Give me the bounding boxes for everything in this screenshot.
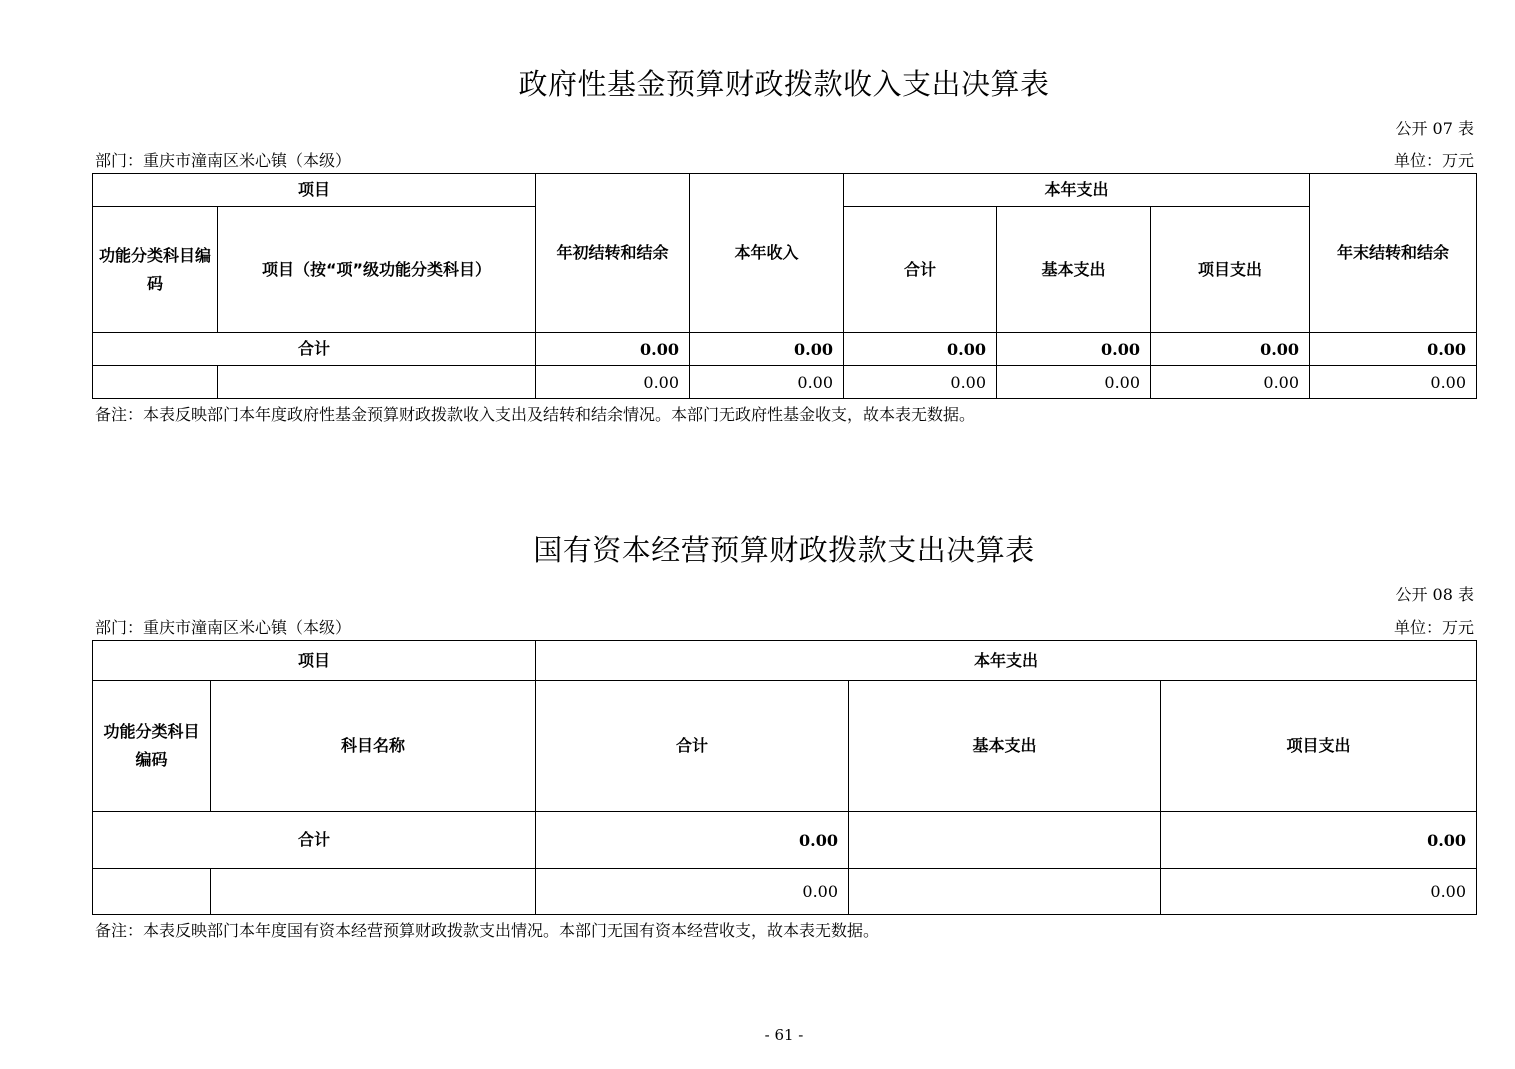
t1-header-total: 合计 xyxy=(844,207,997,333)
t2-total-exp-total: 0.00 xyxy=(536,812,849,869)
t2-total-exp-project: 0.00 xyxy=(1161,812,1477,869)
table1-title: 政府性基金预算财政拨款收入支出决算表 xyxy=(518,67,1050,101)
t1-total-row xyxy=(93,333,1477,366)
table1-code: 公开 07 表 xyxy=(1395,119,1474,138)
t1-header-item: 项目 xyxy=(93,174,536,207)
t1-total-exp-basic: 0.00 xyxy=(997,333,1151,366)
t2-data-exp-basic xyxy=(849,869,1161,915)
t1-total-opening: 0.00 xyxy=(536,333,690,366)
t1-header-opening-balance: 年初结转和结余 xyxy=(536,174,690,333)
t1-data-income: 0.00 xyxy=(690,366,844,399)
t2-total-exp-basic xyxy=(849,812,1161,869)
t2-total-row xyxy=(93,812,1477,869)
t1-header-income: 本年收入 xyxy=(690,174,844,333)
table2-title: 国有资本经营预算财政拨款支出决算表 xyxy=(533,533,1035,567)
t2-header-expenditure: 本年支出 xyxy=(536,641,1477,681)
table1 xyxy=(92,173,1477,399)
table1-note: 备注：本表反映部门本年度政府性基金预算财政拨款收入支出及结转和结余情况。本部门无政府性基金收支，故本表无数据。 xyxy=(95,405,976,424)
t1-header-basic: 基本支出 xyxy=(997,207,1151,333)
table2-note: 备注：本表反映部门本年度国有资本经营预算财政拨款支出情况。本部门无国有资本经营收支，故本表无数据。 xyxy=(95,921,880,940)
t2-data-row xyxy=(93,869,1477,915)
table1-unit: 单位：万元 xyxy=(1393,151,1474,170)
t2-data-code xyxy=(93,869,211,915)
t1-header-closing-balance: 年末结转和结余 xyxy=(1310,174,1477,333)
t1-data-exp-total: 0.00 xyxy=(844,366,997,399)
table2 xyxy=(92,640,1477,915)
t1-total-closing: 0.00 xyxy=(1310,333,1477,366)
t1-header-project: 项目支出 xyxy=(1151,207,1310,333)
t1-data-exp-basic: 0.00 xyxy=(997,366,1151,399)
t2-header-basic: 基本支出 xyxy=(849,681,1161,812)
t1-total-exp-total: 0.00 xyxy=(844,333,997,366)
table2-code: 公开 08 表 xyxy=(1395,585,1474,604)
t1-header-code: 功能分类科目编码 xyxy=(93,207,218,333)
t2-header-total: 合计 xyxy=(536,681,849,812)
t1-data-closing: 0.00 xyxy=(1310,366,1477,399)
t2-data-exp-project: 0.00 xyxy=(1161,869,1477,915)
t1-data-row xyxy=(93,366,1477,399)
t2-header-code: 功能分类科目编码 xyxy=(93,681,211,812)
t1-total-income: 0.00 xyxy=(690,333,844,366)
page-number: - 61 - xyxy=(764,1026,804,1044)
t2-data-name xyxy=(211,869,536,915)
t1-header-name: 项目（按“项”级功能分类科目） xyxy=(218,207,536,333)
t1-total-label: 合计 xyxy=(93,333,536,366)
t2-total-label: 合计 xyxy=(93,812,536,869)
t1-data-exp-project: 0.00 xyxy=(1151,366,1310,399)
t2-header-name: 科目名称 xyxy=(211,681,536,812)
table2-unit: 单位：万元 xyxy=(1393,618,1474,637)
t1-data-opening: 0.00 xyxy=(536,366,690,399)
t2-header-project: 项目支出 xyxy=(1161,681,1477,812)
t1-data-code xyxy=(93,366,218,399)
t2-data-exp-total: 0.00 xyxy=(536,869,849,915)
t1-total-exp-project: 0.00 xyxy=(1151,333,1310,366)
t2-header-item: 项目 xyxy=(93,641,536,681)
table1-department: 部门：重庆市潼南区米心镇（本级） xyxy=(95,151,352,170)
t1-header-expenditure: 本年支出 xyxy=(844,174,1310,207)
table2-department: 部门：重庆市潼南区米心镇（本级） xyxy=(95,618,352,637)
t1-data-name xyxy=(218,366,536,399)
